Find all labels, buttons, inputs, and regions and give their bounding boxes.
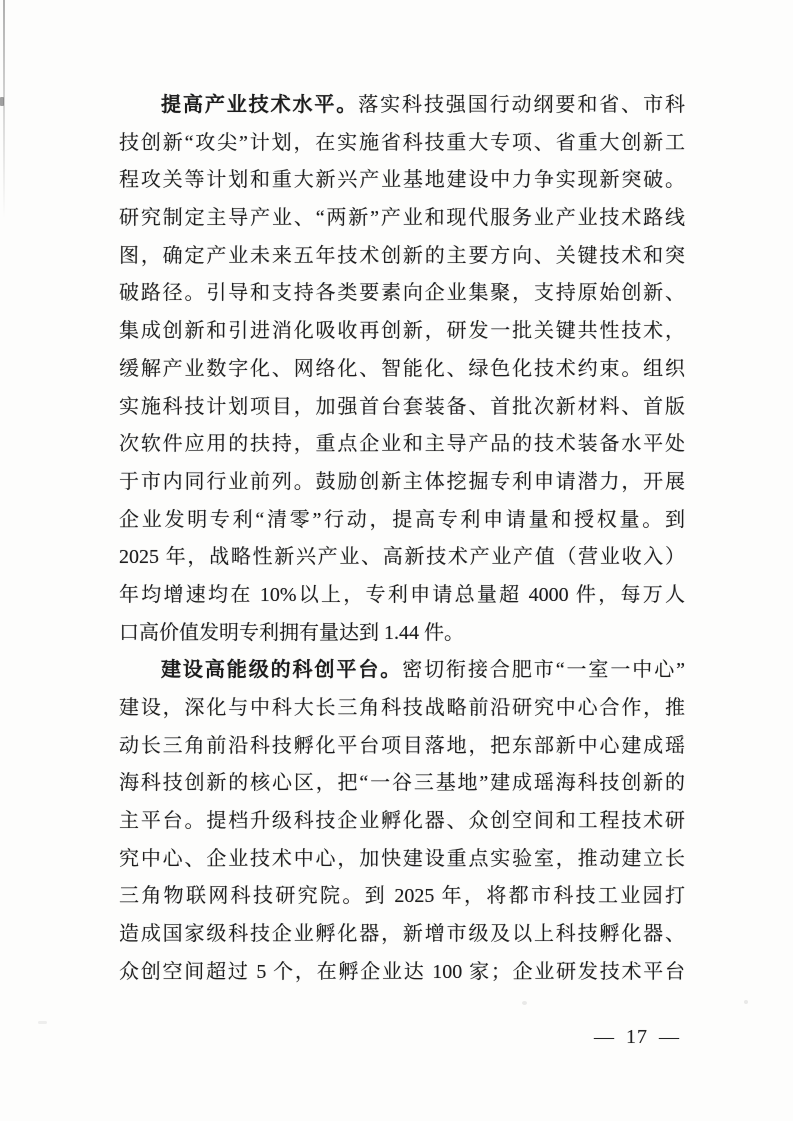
text-line: 三角物联网科技研究院。到 2025 年，将都市科技工业园打	[119, 885, 685, 908]
text-line: 企业发明专利“清零”行动，提高专利申请量和授权量。到	[119, 508, 685, 531]
text-line: 年均增速均在 10%以上，专利申请总量超 4000 件，每万人	[119, 583, 685, 606]
page-number: — 17 —	[594, 1026, 680, 1048]
scan-speck	[744, 1000, 748, 1004]
text-line: 图，确定产业未来五年技术创新的主要方向、关键技术和突	[119, 244, 685, 267]
text-line: 集成创新和引进消化吸收再创新，研发一批关键共性技术，	[119, 320, 685, 343]
body-text	[119, 87, 685, 992]
text-line: 建设，深化与中科大长三角科技战略前沿研究中心合作，推	[119, 697, 685, 719]
text-line: 研究制定主导产业、“两新”产业和现代服务业产业技术路线	[119, 207, 685, 230]
text-line: 究中心、企业技术中心，加快建设重点实验室，推动建立长	[119, 847, 685, 870]
text-line: 破路径。引导和支持各类要素向企业集聚，支持原始创新、	[119, 282, 685, 305]
text-line: 众创空间超过 5 个，在孵企业达 100 家；企业研发技术平台	[119, 960, 685, 983]
text-line: 造成国家级科技企业孵化器，新增市级及以上科技孵化器、	[119, 923, 685, 946]
scan-speck	[38, 1021, 47, 1024]
text-line: 海科技创新的核心区，把“一谷三基地”建成瑶海科技创新的	[119, 772, 685, 795]
text-line: 缓解产业数字化、网络化、智能化、绿色化技术约束。组织	[119, 357, 685, 380]
text-line: 2025 年，战略性新兴产业、高新技术产业产值（营业收入）	[119, 546, 685, 569]
scan-edge-artifact	[3, 0, 5, 218]
text-line: 实施科技计划项目，加强首台套装备、首批次新材料、首版	[119, 395, 685, 418]
text-line: 口高价值发明专利拥有量达到 1.44 件。	[119, 621, 464, 644]
scan-speck	[522, 1001, 527, 1005]
paragraph-heading: 建设高能级的科创平台。	[161, 659, 403, 682]
text-line: 程攻关等计划和重大新兴产业基地建设中力争实现新突破。	[119, 169, 685, 192]
text-line: 动长三角前沿科技孵化平台项目落地，把东部新中心建成瑶	[119, 734, 685, 757]
text-line: 次软件应用的扶持，重点企业和主导产品的技术装备水平处	[119, 433, 685, 456]
paragraph-first-line: 建设高能级的科创平台。密切衔接合肥市“一室一中心”	[161, 659, 686, 682]
text-line: 于市内同行业前列。鼓励创新主体挖掘专利申请潜力，开展	[119, 470, 685, 493]
paragraph-heading: 提高产业技术水平。	[161, 94, 359, 116]
text-line: 技创新“攻尖”计划，在实施省科技重大专项、省重大创新工	[119, 131, 685, 154]
text-line: 主平台。提档升级科技企业孵化器、众创空间和工程技术研	[119, 810, 685, 833]
scan-edge-tick	[0, 97, 4, 106]
paragraph-first-line: 提高产业技术水平。落实科技强国行动纲要和省、市科	[161, 94, 686, 116]
